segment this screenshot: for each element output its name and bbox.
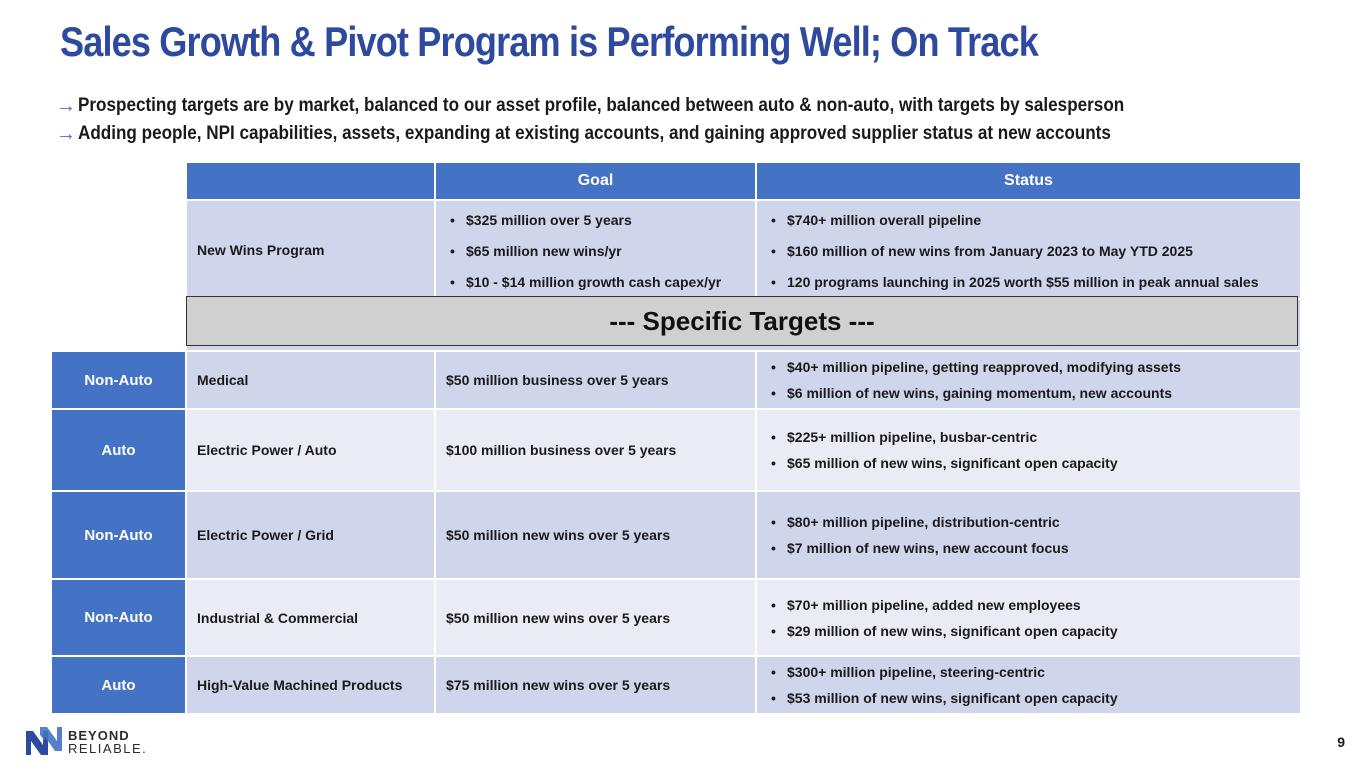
row-goal: $100 million business over 5 years <box>436 410 755 490</box>
row-status-item: • $29 million of new wins, significant open capacity <box>767 618 1290 644</box>
table-header-row <box>52 163 1300 199</box>
program-goal-item: • $65 million new wins/yr <box>446 236 745 267</box>
page-number: 9 <box>1337 734 1345 750</box>
arrow-right-icon: → <box>56 94 76 117</box>
program-goal-item: • $10 - $14 million growth cash capex/yr <box>446 267 745 298</box>
blank-cell <box>52 201 185 298</box>
row-status-item: • $80+ million pipeline, distribution-centric <box>767 509 1290 535</box>
row-status-item: • $225+ million pipeline, busbar-centric <box>767 424 1290 450</box>
table-row <box>52 580 1300 655</box>
row-market: Electric Power / Grid <box>187 492 434 578</box>
targets-table <box>50 161 1302 715</box>
program-goal-cell <box>436 201 755 298</box>
row-status-item: • $7 million of new wins, new account focus <box>767 535 1290 561</box>
table-row <box>52 492 1300 578</box>
intro-bullet-text: Prospecting targets are by market, balanced to our asset profile, balanced between auto & non-auto, with targets by salesperson <box>78 95 1125 116</box>
logo-line2: RELIABLE. <box>68 741 148 756</box>
blank-cell <box>52 163 185 199</box>
program-status-item: • $740+ million overall pipeline <box>767 205 1290 236</box>
row-market: Medical <box>187 352 434 408</box>
row-goal: $50 million business over 5 years <box>436 352 755 408</box>
row-market: Electric Power / Auto <box>187 410 434 490</box>
page-title: Sales Growth & Pivot Program is Performing Well; On Track <box>60 18 1038 65</box>
arrow-right-icon: → <box>56 122 76 145</box>
row-status-cell <box>757 352 1300 408</box>
row-status-item: • $40+ million pipeline, getting reapproved, modifying assets <box>767 354 1290 380</box>
blank-header-cell <box>187 163 434 199</box>
intro-bullet <box>56 120 1356 148</box>
logo-line1: BEYOND <box>68 728 130 743</box>
intro-bullets <box>56 92 1356 148</box>
program-row <box>52 201 1300 298</box>
row-market: High-Value Machined Products <box>187 657 434 713</box>
program-name: New Wins Program <box>187 201 434 298</box>
table-row <box>52 657 1300 713</box>
row-market: Industrial & Commercial <box>187 580 434 655</box>
table-row <box>52 410 1300 490</box>
row-status-item: • $65 million of new wins, significant open capacity <box>767 450 1290 476</box>
intro-bullet-text: Adding people, NPI capabilities, assets, expanding at existing accounts, and gaining approved supplier status at new accounts <box>78 123 1111 144</box>
program-status-cell <box>757 201 1300 298</box>
row-status-item: • $70+ million pipeline, added new employees <box>767 592 1290 618</box>
nn-logo-icon <box>26 727 64 757</box>
blank-cell <box>52 300 185 350</box>
row-status-item: • $300+ million pipeline, steering-centric <box>767 659 1290 685</box>
goal-header: Goal <box>436 163 755 199</box>
status-header: Status <box>757 163 1300 199</box>
row-type-label: Non-Auto <box>52 492 185 578</box>
row-status-item: • $6 million of new wins, gaining momentum, new accounts <box>767 380 1290 406</box>
row-status-cell <box>757 492 1300 578</box>
program-status-item: • $160 million of new wins from January 2023 to May YTD 2025 <box>767 236 1290 267</box>
company-logo <box>26 727 147 757</box>
program-status-item: • 120 programs launching in 2025 worth $55 million in peak annual sales <box>767 267 1290 298</box>
row-type-label: Auto <box>52 657 185 713</box>
row-status-cell <box>757 657 1300 713</box>
table-row <box>52 352 1300 408</box>
program-goal-item: • $325 million over 5 years <box>446 205 745 236</box>
row-goal: $50 million new wins over 5 years <box>436 492 755 578</box>
row-goal: $75 million new wins over 5 years <box>436 657 755 713</box>
intro-bullet <box>56 92 1356 120</box>
row-type-label: Auto <box>52 410 185 490</box>
row-goal: $50 million new wins over 5 years <box>436 580 755 655</box>
row-status-item: • $53 million of new wins, significant open capacity <box>767 685 1290 711</box>
row-type-label: Non-Auto <box>52 580 185 655</box>
row-status-cell <box>757 580 1300 655</box>
specific-targets-banner: --- Specific Targets --- <box>186 296 1298 346</box>
row-status-cell <box>757 410 1300 490</box>
row-type-label: Non-Auto <box>52 352 185 408</box>
